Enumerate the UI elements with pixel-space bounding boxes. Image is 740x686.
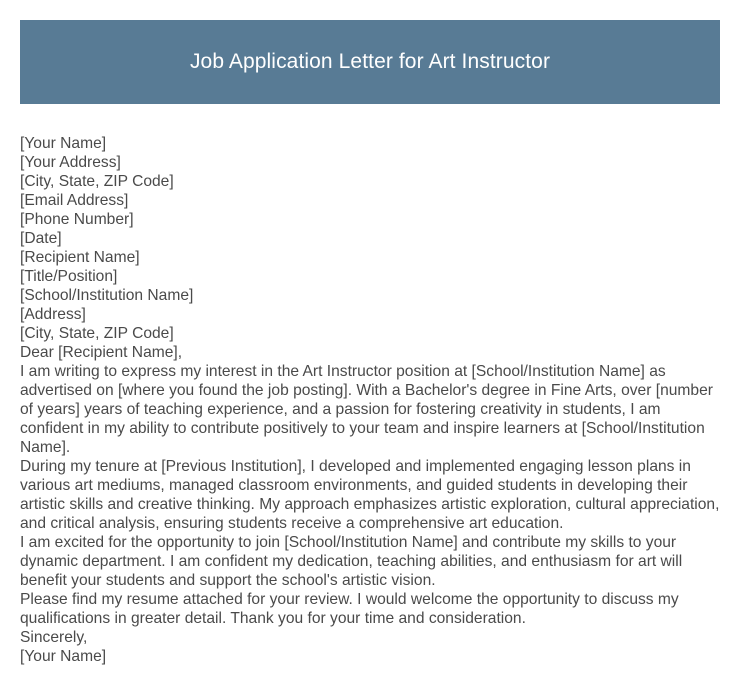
sender-name: [Your Name] [20,135,107,152]
sender-address: [Your Address] [20,154,121,171]
recipient-city-state-zip: [City, State, ZIP Code] [20,325,174,342]
recipient-institution: [School/Institution Name] [20,287,194,304]
paragraph-motivation: I am excited for the opportunity to join [School/Institution Name] and contribute my skills to your dynamic department. I am confident my dedication, teaching abilities, and enthusiasm for art will benefit your students and support the school's artistic vision. [20,534,683,589]
paragraph-experience: During my tenure at [Previous Institution], I developed and implemented engaging lesson plans in various art mediums, managed classroom environments, and guided students in developing their artistic skills and creative thinking. My approach emphasizes artistic exploration, cultural appreciation, and critical analysis, ensuring students receive a comprehensive art education. [20,458,720,532]
paragraph-intro: I am writing to express my interest in the Art Instructor position at [School/Institution Name] as advertised on [where you found the job posting]. With a Bachelor's degree in Fine Arts, over [number of years] years of teaching experience, and a passion for fostering creativity in students, I am confident in my ability to contribute positively to your team and inspire learners at [School/Institution Name]. [20,363,713,456]
recipient-name: [Recipient Name] [20,249,140,266]
page-title: Job Application Letter for Art Instructor [189,50,551,73]
recipient-title: [Title/Position] [20,268,118,285]
salutation: Dear [Recipient Name], [20,344,183,361]
recipient-block [20,248,720,343]
sender-block [20,134,720,248]
sender-city-state-zip: [City, State, ZIP Code] [20,173,174,190]
signature: [Your Name] [20,648,107,665]
recipient-address: [Address] [20,306,86,323]
letter-date: [Date] [20,230,62,247]
sender-email: [Email Address] [20,192,129,209]
sender-phone: [Phone Number] [20,211,134,228]
letter-body [20,134,720,666]
paragraph-closing: Please find my resume attached for your review. I would welcome the opportunity to discuss my qualifications in greater detail. Thank you for your time and consideration. [20,591,679,627]
header-banner [20,20,720,104]
closing: Sincerely, [20,629,88,646]
